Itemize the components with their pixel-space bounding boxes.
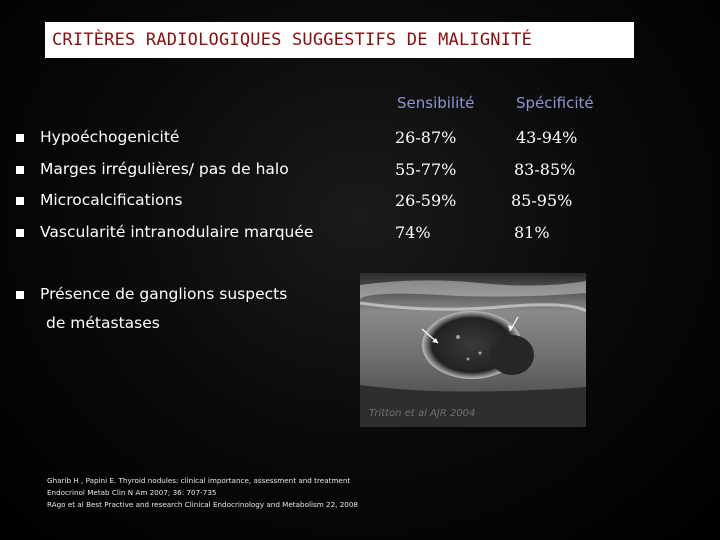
ganglions-label-continued: de métastases (46, 314, 160, 332)
sensibilite-value: 55-77% (395, 160, 457, 179)
ultrasound-image (360, 273, 586, 427)
column-header-sensibilite: Sensibilité (397, 94, 475, 112)
criteria-row (0, 126, 720, 150)
reference-line: Endocrinol Metab Clin N Am 2007; 36: 707-735 (47, 488, 217, 497)
criteria-row (0, 158, 720, 182)
criteria-label: Marges irrégulières/ pas de halo (40, 160, 289, 178)
square-bullet-icon (16, 229, 24, 237)
ganglions-label: Présence de ganglions suspects (40, 285, 288, 303)
title-box (45, 22, 634, 58)
square-bullet-icon (16, 134, 24, 142)
criteria-label: Hypoéchogenicité (40, 128, 180, 146)
square-bullet-icon (16, 166, 24, 174)
specificite-value: 83-85% (514, 160, 576, 179)
specificite-value: 85-95% (511, 191, 573, 210)
specificite-value: 43-94% (516, 128, 578, 147)
column-header-specificite: Spécificité (516, 94, 594, 112)
reference-line: Gharib H , Papini E. Thyroid nodules: clinical importance, assessment and treatment (47, 476, 351, 485)
criteria-row (0, 221, 720, 245)
reference-line: RAgo et al Best Practive and research Clinical Endocrinology and Metabolism 22, 2008 (47, 500, 359, 509)
square-bullet-icon (16, 197, 24, 205)
square-bullet-icon (16, 291, 24, 299)
references (47, 475, 358, 511)
sensibilite-value: 26-59% (395, 191, 457, 210)
criteria-label: Vascularité intranodulaire marquée (40, 223, 314, 241)
criteria-label: Microcalcifications (40, 191, 183, 209)
sensibilite-value: 26-87% (395, 128, 457, 147)
sensibilite-value: 74% (395, 223, 431, 242)
specificite-value: 81% (514, 223, 550, 242)
criteria-row (0, 189, 720, 213)
image-credit: Tritton et al AJR 2004 (369, 408, 476, 419)
slide-title: CRITÈRES RADIOLOGIQUES SUGGESTIFS DE MALIGNITÉ (52, 30, 533, 50)
